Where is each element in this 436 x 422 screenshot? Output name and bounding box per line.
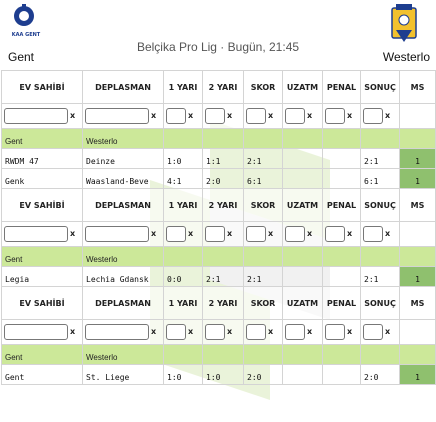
column-header-uzatm: UZATM bbox=[283, 189, 323, 222]
filter-cell-2-yari bbox=[203, 222, 244, 247]
cell-ms bbox=[400, 149, 436, 169]
cell-2-yari bbox=[203, 149, 244, 169]
column-header-uzatm: UZATM bbox=[283, 287, 323, 320]
label-away-team: Westerlo bbox=[86, 137, 118, 146]
cell-ms bbox=[400, 169, 436, 189]
cell-2-yari-value: 1:0 bbox=[206, 373, 221, 382]
fixtures-table bbox=[1, 70, 436, 385]
label-cell bbox=[283, 129, 323, 149]
label-cell bbox=[244, 345, 283, 365]
column-header-sonuc: SONUÇ bbox=[361, 189, 400, 222]
cell-sonuc bbox=[361, 365, 400, 385]
filter-cell-uzatm bbox=[283, 222, 323, 247]
filter-clear-icon[interactable]: x bbox=[307, 327, 313, 336]
filter-row bbox=[2, 104, 436, 129]
cell-skor bbox=[244, 365, 283, 385]
column-header-deplasman: DEPLASMAN bbox=[83, 189, 164, 222]
column-header-deplasman: DEPLASMAN bbox=[83, 287, 164, 320]
filter-cell-1-yari bbox=[164, 222, 203, 247]
cell-1-yari-value: 1:0 bbox=[167, 373, 182, 382]
cell-sonuc-value: 2:1 bbox=[364, 275, 379, 284]
cell-ev-sahibi-value: Gent bbox=[5, 373, 25, 382]
filter-clear-icon[interactable]: x bbox=[347, 111, 353, 120]
label-cell bbox=[400, 345, 436, 365]
cell-skor bbox=[244, 149, 283, 169]
label-cell bbox=[203, 247, 244, 267]
cell-deplasman bbox=[83, 169, 164, 189]
filter-input-uzatm[interactable] bbox=[285, 324, 305, 340]
cell-ms-value: 1 bbox=[415, 275, 420, 284]
label-cell bbox=[203, 129, 244, 149]
cell-skor-value: 2:1 bbox=[247, 157, 262, 166]
filter-input-1-yari[interactable] bbox=[166, 226, 186, 242]
filter-wrap bbox=[2, 226, 82, 242]
filter-cell-deplasman bbox=[83, 222, 164, 247]
filter-cell-deplasman bbox=[83, 104, 164, 129]
label-cell bbox=[400, 129, 436, 149]
column-header-penal: PENAL bbox=[323, 189, 361, 222]
filter-cell-ev-sahibi bbox=[2, 320, 83, 345]
match-info: Belçika Pro Lig · Bugün, 21:45 bbox=[136, 40, 300, 54]
cell-skor-value: 6:1 bbox=[247, 177, 262, 186]
label-cell bbox=[164, 345, 203, 365]
column-header-ev-sahibi: EV SAHİBİ bbox=[2, 189, 83, 222]
filter-input-sonuc[interactable] bbox=[363, 324, 383, 340]
column-header-deplasman: DEPLASMAN bbox=[83, 71, 164, 104]
filter-cell-ms bbox=[400, 222, 436, 247]
filter-wrap bbox=[283, 108, 322, 124]
label-cell bbox=[2, 129, 83, 149]
label-cell bbox=[323, 129, 361, 149]
filter-input-uzatm[interactable] bbox=[285, 226, 305, 242]
label-cell bbox=[283, 345, 323, 365]
gent-crest-icon bbox=[10, 4, 38, 34]
filter-wrap bbox=[83, 226, 163, 242]
filter-wrap bbox=[244, 226, 282, 242]
section-label-row bbox=[2, 247, 436, 267]
cell-penal-value bbox=[323, 157, 326, 166]
filter-cell-skor bbox=[244, 222, 283, 247]
away-team-name: Westerlo bbox=[382, 50, 430, 64]
label-cell bbox=[361, 247, 400, 267]
filter-cell-2-yari bbox=[203, 320, 244, 345]
filter-clear-icon[interactable]: x bbox=[151, 111, 157, 120]
cell-skor bbox=[244, 267, 283, 287]
filter-clear-icon[interactable]: x bbox=[151, 327, 157, 336]
cell-ev-sahibi-value: Genk bbox=[5, 177, 25, 186]
filter-input-penal[interactable] bbox=[325, 226, 345, 242]
header-row bbox=[2, 189, 436, 222]
table-row[interactable] bbox=[2, 267, 436, 287]
filter-clear-icon[interactable]: x bbox=[385, 229, 391, 238]
filter-wrap bbox=[323, 108, 360, 124]
filter-clear-icon[interactable]: x bbox=[227, 327, 233, 336]
cell-uzatm bbox=[283, 169, 323, 189]
cell-penal-value bbox=[323, 275, 326, 284]
cell-penal bbox=[323, 149, 361, 169]
filter-cell-1-yari bbox=[164, 320, 203, 345]
cell-2-yari bbox=[203, 365, 244, 385]
filter-input-1-yari[interactable] bbox=[166, 108, 186, 124]
filter-cell-sonuc bbox=[361, 222, 400, 247]
label-cell bbox=[203, 345, 244, 365]
cell-1-yari bbox=[164, 169, 203, 189]
filter-clear-icon[interactable]: x bbox=[347, 229, 353, 238]
cell-penal-value bbox=[323, 373, 326, 382]
cell-2-yari bbox=[203, 169, 244, 189]
cell-skor bbox=[244, 169, 283, 189]
cell-sonuc bbox=[361, 149, 400, 169]
column-header-1-yari: 1 YARI bbox=[164, 71, 203, 104]
filter-input-skor[interactable] bbox=[246, 108, 266, 124]
label-home-team: Gent bbox=[5, 255, 23, 264]
filter-clear-icon[interactable]: x bbox=[385, 111, 391, 120]
cell-deplasman-value: Lechia Gdansk bbox=[86, 275, 149, 284]
filter-input-deplasman[interactable] bbox=[85, 226, 149, 242]
cell-uzatm-value bbox=[283, 157, 286, 166]
cell-2-yari-value: 1:1 bbox=[206, 157, 221, 166]
label-home-team: Gent bbox=[5, 137, 23, 146]
label-cell bbox=[361, 345, 400, 365]
cell-deplasman bbox=[83, 149, 164, 169]
filter-cell-penal bbox=[323, 320, 361, 345]
column-header-penal: PENAL bbox=[323, 71, 361, 104]
filter-input-uzatm[interactable] bbox=[285, 108, 305, 124]
label-cell bbox=[400, 247, 436, 267]
section-label-row bbox=[2, 345, 436, 365]
filter-clear-icon[interactable]: x bbox=[227, 111, 233, 120]
cell-1-yari-value: 4:1 bbox=[167, 177, 182, 186]
filter-wrap bbox=[244, 324, 282, 340]
filter-wrap bbox=[2, 324, 82, 340]
label-cell bbox=[323, 247, 361, 267]
filter-clear-icon[interactable]: x bbox=[188, 229, 194, 238]
label-cell bbox=[2, 345, 83, 365]
header-row bbox=[2, 71, 436, 104]
cell-ms bbox=[400, 267, 436, 287]
cell-sonuc bbox=[361, 169, 400, 189]
cell-uzatm bbox=[283, 149, 323, 169]
filter-wrap bbox=[164, 226, 202, 242]
cell-2-yari-value: 2:0 bbox=[206, 177, 221, 186]
filter-clear-icon[interactable]: x bbox=[268, 229, 274, 238]
column-header-1-yari: 1 YARI bbox=[164, 287, 203, 320]
cell-uzatm bbox=[283, 365, 323, 385]
label-cell bbox=[244, 247, 283, 267]
filter-input-skor[interactable] bbox=[246, 226, 266, 242]
cell-2-yari bbox=[203, 267, 244, 287]
cell-penal bbox=[323, 169, 361, 189]
filter-clear-icon[interactable]: x bbox=[268, 327, 274, 336]
label-cell bbox=[323, 345, 361, 365]
cell-uzatm bbox=[283, 267, 323, 287]
filter-input-sonuc[interactable] bbox=[363, 226, 383, 242]
section-label-row bbox=[2, 129, 436, 149]
cell-uzatm-value bbox=[283, 373, 286, 382]
filter-row bbox=[2, 222, 436, 247]
cell-sonuc bbox=[361, 267, 400, 287]
label-away-team: Westerlo bbox=[86, 255, 118, 264]
filter-wrap bbox=[164, 108, 202, 124]
column-header-ms: MS bbox=[400, 189, 436, 222]
filter-cell-sonuc bbox=[361, 320, 400, 345]
filter-input-skor[interactable] bbox=[246, 324, 266, 340]
filter-wrap bbox=[361, 324, 399, 340]
column-header-ev-sahibi: EV SAHİBİ bbox=[2, 71, 83, 104]
label-cell bbox=[361, 129, 400, 149]
cell-ev-sahibi bbox=[2, 365, 83, 385]
cell-sonuc-value: 6:1 bbox=[364, 177, 379, 186]
filter-input-deplasman[interactable] bbox=[85, 108, 149, 124]
filter-wrap bbox=[283, 324, 322, 340]
cell-deplasman-value: St. Liege bbox=[86, 373, 130, 382]
label-cell bbox=[83, 345, 164, 365]
cell-1-yari bbox=[164, 365, 203, 385]
filter-wrap bbox=[323, 226, 360, 242]
filter-clear-icon[interactable]: x bbox=[70, 327, 76, 336]
filter-clear-icon[interactable]: x bbox=[70, 111, 76, 120]
filter-row bbox=[2, 320, 436, 345]
cell-penal bbox=[323, 267, 361, 287]
cell-deplasman-value: Waasland-Beve bbox=[86, 177, 149, 186]
filter-input-2-yari[interactable] bbox=[205, 324, 225, 340]
filter-input-ev-sahibi[interactable] bbox=[4, 226, 68, 242]
cell-uzatm-value bbox=[283, 177, 286, 186]
home-logo-text: KAA GENT bbox=[11, 32, 41, 38]
cell-skor-value: 2:1 bbox=[247, 275, 262, 284]
filter-clear-icon[interactable]: x bbox=[307, 229, 313, 238]
cell-ev-sahibi-value: Legia bbox=[5, 275, 30, 284]
cell-ms-value: 1 bbox=[415, 157, 420, 166]
column-header-skor: SKOR bbox=[244, 71, 283, 104]
cell-sonuc-value: 2:0 bbox=[364, 373, 379, 382]
filter-wrap bbox=[244, 108, 282, 124]
filter-wrap bbox=[361, 108, 399, 124]
cell-ev-sahibi bbox=[2, 267, 83, 287]
column-header-sonuc: SONUÇ bbox=[361, 71, 400, 104]
cell-ev-sahibi bbox=[2, 149, 83, 169]
filter-clear-icon[interactable]: x bbox=[227, 229, 233, 238]
column-header-ms: MS bbox=[400, 287, 436, 320]
cell-2-yari-value: 2:1 bbox=[206, 275, 221, 284]
filter-cell-ev-sahibi bbox=[2, 104, 83, 129]
filter-input-sonuc[interactable] bbox=[363, 108, 383, 124]
label-cell bbox=[83, 129, 164, 149]
filter-clear-icon[interactable]: x bbox=[268, 111, 274, 120]
filter-wrap bbox=[361, 226, 399, 242]
header-row bbox=[2, 287, 436, 320]
filter-input-deplasman[interactable] bbox=[85, 324, 149, 340]
cell-ms-value: 1 bbox=[415, 177, 420, 186]
filter-cell-skor bbox=[244, 104, 283, 129]
column-header-2-yari: 2 YARI bbox=[203, 287, 244, 320]
column-header-penal: PENAL bbox=[323, 287, 361, 320]
column-header-sonuc: SONUÇ bbox=[361, 287, 400, 320]
filter-cell-penal bbox=[323, 222, 361, 247]
filter-clear-icon[interactable]: x bbox=[385, 327, 391, 336]
filter-clear-icon[interactable]: x bbox=[307, 111, 313, 120]
filter-input-penal[interactable] bbox=[325, 324, 345, 340]
cell-ms-value: 1 bbox=[415, 373, 420, 382]
filter-clear-icon[interactable]: x bbox=[188, 111, 194, 120]
filter-wrap bbox=[83, 324, 163, 340]
column-header-ev-sahibi: EV SAHİBİ bbox=[2, 287, 83, 320]
column-header-ms: MS bbox=[400, 71, 436, 104]
westerlo-crest-icon bbox=[390, 2, 418, 46]
cell-1-yari bbox=[164, 149, 203, 169]
column-header-uzatm: UZATM bbox=[283, 71, 323, 104]
label-cell bbox=[83, 247, 164, 267]
label-cell bbox=[244, 129, 283, 149]
filter-cell-1-yari bbox=[164, 104, 203, 129]
filter-input-ev-sahibi[interactable] bbox=[4, 324, 68, 340]
filter-wrap bbox=[323, 324, 360, 340]
filter-wrap bbox=[203, 108, 243, 124]
filter-wrap bbox=[2, 108, 82, 124]
filter-wrap bbox=[83, 108, 163, 124]
cell-ev-sahibi-value: RWDM 47 bbox=[5, 157, 39, 166]
column-header-2-yari: 2 YARI bbox=[203, 189, 244, 222]
cell-1-yari bbox=[164, 267, 203, 287]
column-header-skor: SKOR bbox=[244, 189, 283, 222]
filter-cell-2-yari bbox=[203, 104, 244, 129]
column-header-skor: SKOR bbox=[244, 287, 283, 320]
label-cell bbox=[164, 247, 203, 267]
filter-input-ev-sahibi[interactable] bbox=[4, 108, 68, 124]
cell-skor-value: 2:0 bbox=[247, 373, 262, 382]
cell-penal-value bbox=[323, 177, 326, 186]
filter-wrap bbox=[203, 324, 243, 340]
filter-cell-penal bbox=[323, 104, 361, 129]
filter-cell-ms bbox=[400, 104, 436, 129]
cell-sonuc-value: 2:1 bbox=[364, 157, 379, 166]
table-row[interactable] bbox=[2, 149, 436, 169]
filter-cell-sonuc bbox=[361, 104, 400, 129]
cell-uzatm-value bbox=[283, 275, 286, 284]
filter-clear-icon[interactable]: x bbox=[188, 327, 194, 336]
column-header-2-yari: 2 YARI bbox=[203, 71, 244, 104]
cell-1-yari-value: 0:0 bbox=[167, 275, 182, 284]
label-cell bbox=[283, 247, 323, 267]
cell-deplasman bbox=[83, 365, 164, 385]
cell-ms bbox=[400, 365, 436, 385]
table-row[interactable] bbox=[2, 365, 436, 385]
table-row[interactable] bbox=[2, 169, 436, 189]
filter-cell-ev-sahibi bbox=[2, 222, 83, 247]
label-away-team: Westerlo bbox=[86, 353, 118, 362]
cell-deplasman-value: Deinze bbox=[86, 157, 115, 166]
filter-input-2-yari[interactable] bbox=[205, 108, 225, 124]
cell-penal bbox=[323, 365, 361, 385]
filter-wrap bbox=[164, 324, 202, 340]
match-header bbox=[0, 0, 436, 70]
cell-deplasman bbox=[83, 267, 164, 287]
column-header-1-yari: 1 YARI bbox=[164, 189, 203, 222]
filter-cell-uzatm bbox=[283, 104, 323, 129]
label-cell bbox=[2, 247, 83, 267]
filter-input-1-yari[interactable] bbox=[166, 324, 186, 340]
filter-cell-ms bbox=[400, 320, 436, 345]
filter-cell-uzatm bbox=[283, 320, 323, 345]
cell-ev-sahibi bbox=[2, 169, 83, 189]
label-home-team: Gent bbox=[5, 353, 23, 362]
cell-1-yari-value: 1:0 bbox=[167, 157, 182, 166]
filter-input-penal[interactable] bbox=[325, 108, 345, 124]
filter-cell-deplasman bbox=[83, 320, 164, 345]
filter-cell-skor bbox=[244, 320, 283, 345]
filter-clear-icon[interactable]: x bbox=[347, 327, 353, 336]
filter-input-2-yari[interactable] bbox=[205, 226, 225, 242]
filter-wrap bbox=[283, 226, 322, 242]
filter-clear-icon[interactable]: x bbox=[70, 229, 76, 238]
label-cell bbox=[164, 129, 203, 149]
home-team-name: Gent bbox=[8, 50, 35, 64]
filter-wrap bbox=[203, 226, 243, 242]
filter-clear-icon[interactable]: x bbox=[151, 229, 157, 238]
